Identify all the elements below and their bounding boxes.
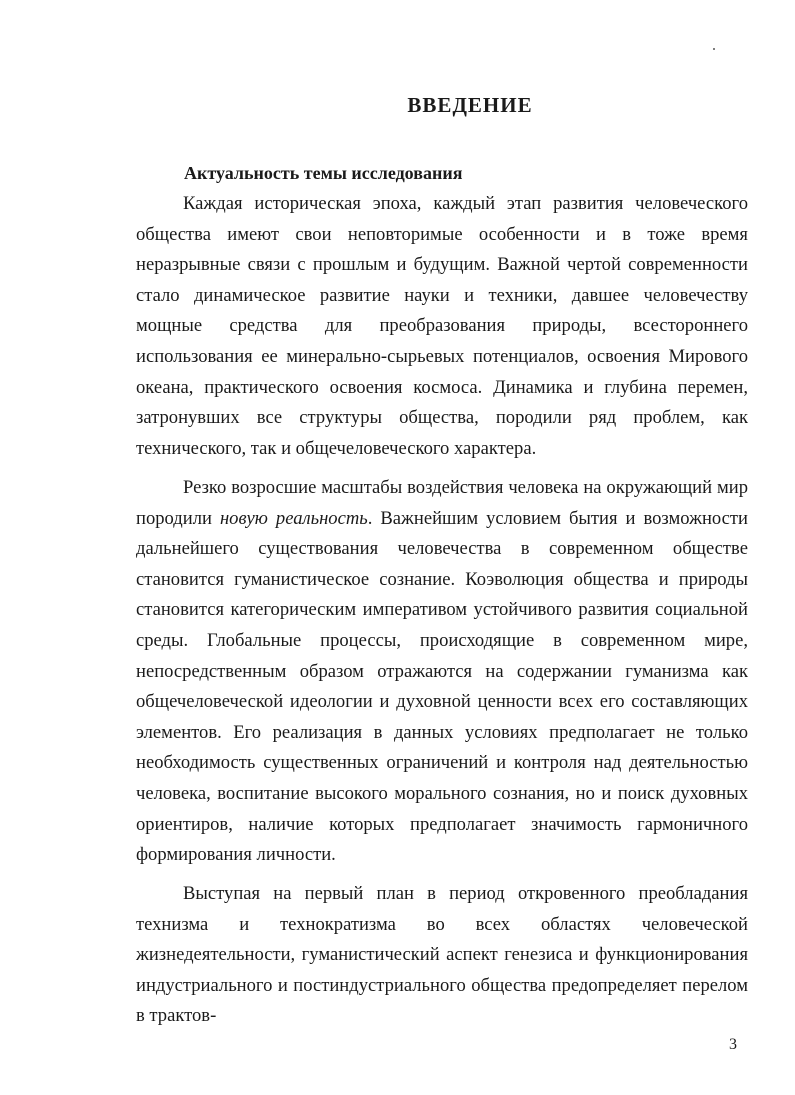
paragraph-2-block: [136, 473, 748, 871]
paragraph-1-block: [136, 189, 748, 464]
emphasis-new-reality: новую реальность: [219, 507, 368, 529]
page-number: 3: [729, 1036, 737, 1053]
paragraph-2-end: . Важнейшим условием бытия и возможности дальнейшего существования человечества в современном обществе становится гуманистическое сознание. Коэволюция общества и природы становится категорическим императивом устойчивого развития социальной среды. Глобальные процессы, происходящие в современном мире, непосредственным образом отражаются на содержании гуманизма как общечеловеческой идеологии и духовной ценности всех его составляющих элементов. Его реализация в данных условиях предполагает не только необходимость существенных ограничений и контроля над деятельностью человека, воспитание высокого морального сознания, но и поиск духовных ориентиров, наличие которых предполагает значимость гармоничного формирования личности.: [136, 507, 748, 866]
page-title: ВВЕДЕНИЕ: [407, 93, 533, 117]
paragraph-2: [136, 473, 748, 871]
paragraph-3: Выступая на первый план в период откровенного преобладания технизма и технократизма во всех областях человеческой жизнедеятельности, гуманистический аспект генезиса и функционирования индустриального и постиндустриального общества предопределяет перелом в трактов-: [136, 883, 748, 1027]
paragraph-3-block: [136, 879, 748, 1032]
paragraph-1: Каждая историческая эпоха, каждый этап развития человеческого общества имеют свои неповторимые особенности и в тоже время неразрывные связи с прошлым и будущим. Важной чертой современности стало динамическое развитие науки и техники, давшее человечеству мощные средства для преобразования природы, всестороннего использования ее минерально-сырьевых потенциалов, освоения Мирового океана, практического освоения космоса. Динамика и глубина перемен, затронувших все структуры общества, породили ряд проблем, как технического, так и общечеловеческого характера.: [136, 193, 748, 459]
section-subheading: Актуальность темы исследования: [184, 163, 463, 183]
scan-speck: [713, 48, 715, 50]
paragraph-2-start: Резко возросшие масштабы воздействия человека на окружающий мир породили: [136, 477, 748, 529]
